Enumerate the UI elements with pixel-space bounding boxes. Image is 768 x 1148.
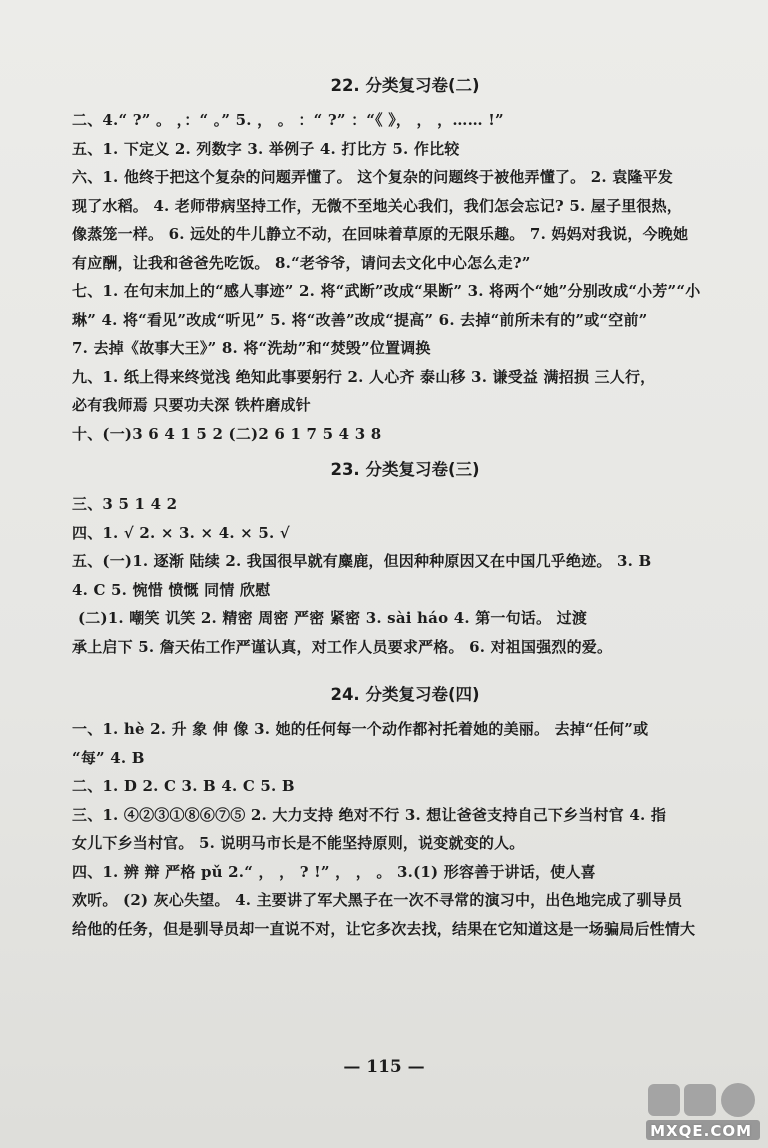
answer-line: (二)1. 嘲笑 讥笑 2. 精密 周密 严密 紧密 3. sài háo 4. 第一句话。 过渡 <box>78 609 588 627</box>
answer-line: 五、1. 下定义 2. 列数字 3. 举例子 4. 打比方 5. 作比较 <box>72 139 460 158</box>
answer-line: 十、(一)3 6 4 1 5 2 (二)2 6 1 7 5 4 3 8 <box>72 424 382 443</box>
answer-line: 像蒸笼一样。 6. 远处的牛儿静立不动，在回味着草原的无限乐趣。 7. 妈妈对我说，今晚她 <box>72 225 689 243</box>
answer-line: 琳” 4. 将“看见”改成“听见” 5. 将“改善”改成“提高” 6. 去掉“前所未有的”或“空前” <box>72 310 648 329</box>
section-22 <box>72 74 738 448</box>
answer-line: 有应酬，让我和爸爸先吃饭。 8.“老爷爷，请问去文化中心怎么走?” <box>72 253 531 272</box>
page-number: — 115 — <box>343 1057 425 1077</box>
answer-line: 二、4.“ ?” 。 ，：“ 。” 5. ， 。 ：“ ?” ：“《 》， ， ，…… !” <box>72 111 504 129</box>
answer-line: 五、(一)1. 逐渐 陆续 2. 我国很早就有麋鹿，但因种种原因又在中国几乎绝迹。 3. B <box>72 552 652 570</box>
answer-line: 给他的任务，但是驯导员却一直说不对，让它多次去找，结果在它知道这是一场骗局后性情大 <box>72 919 696 938</box>
answer-line: 九、1. 纸上得来终觉浅 绝知此事要躬行 2. 人心齐 泰山移 3. 谦受益 满招损 三人行， <box>72 367 656 386</box>
answer-line: 三、3 5 1 4 2 <box>72 495 178 513</box>
answer-line: 一、1. hè 2. 升 象 伸 像 3. 她的任何每一个动作都衬托着她的美丽。 去掉“任何”或 <box>72 720 649 738</box>
answer-line: 必有我师焉 只要功夫深 铁杵磨成针 <box>72 396 311 414</box>
answer-line: 六、1. 他终于把这个复杂的问题弄懂了。 这个复杂的问题终于被他弄懂了。 2. 袁隆平发 <box>72 168 674 186</box>
section-23 <box>72 458 738 661</box>
answer-line: 七、1. 在句末加上的“感人事迹” 2. 将“武断”改成“果断” 3. 将两个“她”分别改成“小芳”“小 <box>72 282 701 300</box>
answer-line: 欢听。 (2) 灰心失望。 4. 主要讲了军犬黑子在一次不寻常的演习中，出色地完成了驯导员 <box>72 891 683 909</box>
watermark-logo <box>644 1078 762 1144</box>
section-title: 22. 分类复习卷(二) <box>330 76 480 95</box>
answer-line: 女儿下乡当村官。 5. 说明马市长是不能坚持原则，说变就变的人。 <box>72 834 525 852</box>
answer-line: 二、1. D 2. C 3. B 4. C 5. B <box>72 777 295 795</box>
answer-line: 现了水稻。 4. 老师带病坚持工作，无微不至地关心我们，我们怎会忘记? 5. 屋子里很热， <box>72 196 682 215</box>
answer-line: 7. 去掉《故事大王》” 8. 将“洗劫”和“焚毁”位置调换 <box>72 339 431 357</box>
answer-line: 四、1. 辨 辩 严格 pǔ 2.“ ， ， ? !” ， ， 。 3.(1) 形容善于讲话，使人喜 <box>72 862 596 881</box>
answer-line: 承上启下 5. 詹天佑工作严谨认真，对工作人员要求严格。 6. 对祖国强烈的爱。 <box>72 637 613 656</box>
section-24 <box>72 683 738 943</box>
answer-content <box>72 74 738 943</box>
answer-line: 4. C 5. 惋惜 愤慨 同情 欣慰 <box>72 580 271 599</box>
answer-line: “每” 4. B <box>72 748 145 767</box>
section-title: 24. 分类复习卷(四) <box>330 685 480 704</box>
answer-line: 三、1. ④②③①⑧⑥⑦⑤ 2. 大力支持 绝对不行 3. 想让爸爸支持自己下乡当村官 4. 指 <box>72 805 667 824</box>
answer-line: 四、1. √ 2. × 3. × 4. × 5. √ <box>72 523 290 542</box>
watermark-url: MXQE.COM <box>650 1122 752 1140</box>
section-title: 23. 分类复习卷(三) <box>330 460 480 479</box>
